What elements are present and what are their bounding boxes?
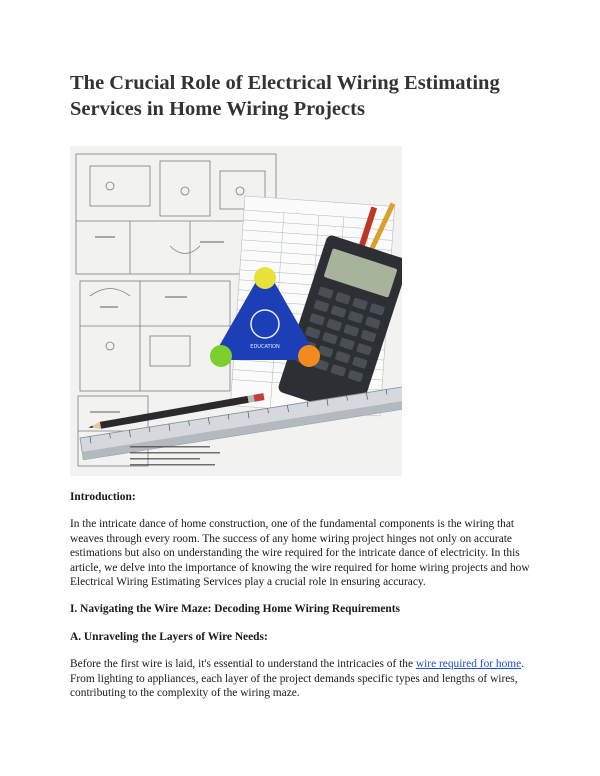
section-a-text-end: . From lighting to appliances, each layer of the project demands specific types and lengths of wires, contributing to the complexity of the wiring maze. (70, 658, 525, 700)
section-a-heading: A. Unraveling the Layers of Wire Needs: (70, 631, 268, 643)
section-1-heading: I. Navigating the Wire Maze: Decoding Home Wiring Requirements (70, 603, 400, 615)
intro-paragraph: In the intricate dance of home construction, one of the fundamental components is the wiring that weaves through every room. The success of any home wiring project hinges not only on accurate estimations but also on understanding the wire required for the intricate dance of electricity. In this article, we delve into the importance of knowing the wire required for home wiring projects and how Electrical Wiring Estimating Services play a crucial role in ensuring accuracy. (70, 518, 530, 589)
section-a-text-start: Before the first wire is laid, it's essential to understand the intricacies of the (70, 658, 416, 670)
wire-required-link[interactable]: wire required for home (415, 658, 522, 670)
article-hero-image (70, 146, 402, 476)
highlighter-label: EDUCATION (250, 344, 280, 350)
intro-heading: Introduction: (70, 491, 136, 503)
section-a-paragraph (70, 657, 538, 701)
article-title: The Crucial Role of Electrical Wiring Estimating Services in Home Wiring Projects (70, 72, 500, 120)
